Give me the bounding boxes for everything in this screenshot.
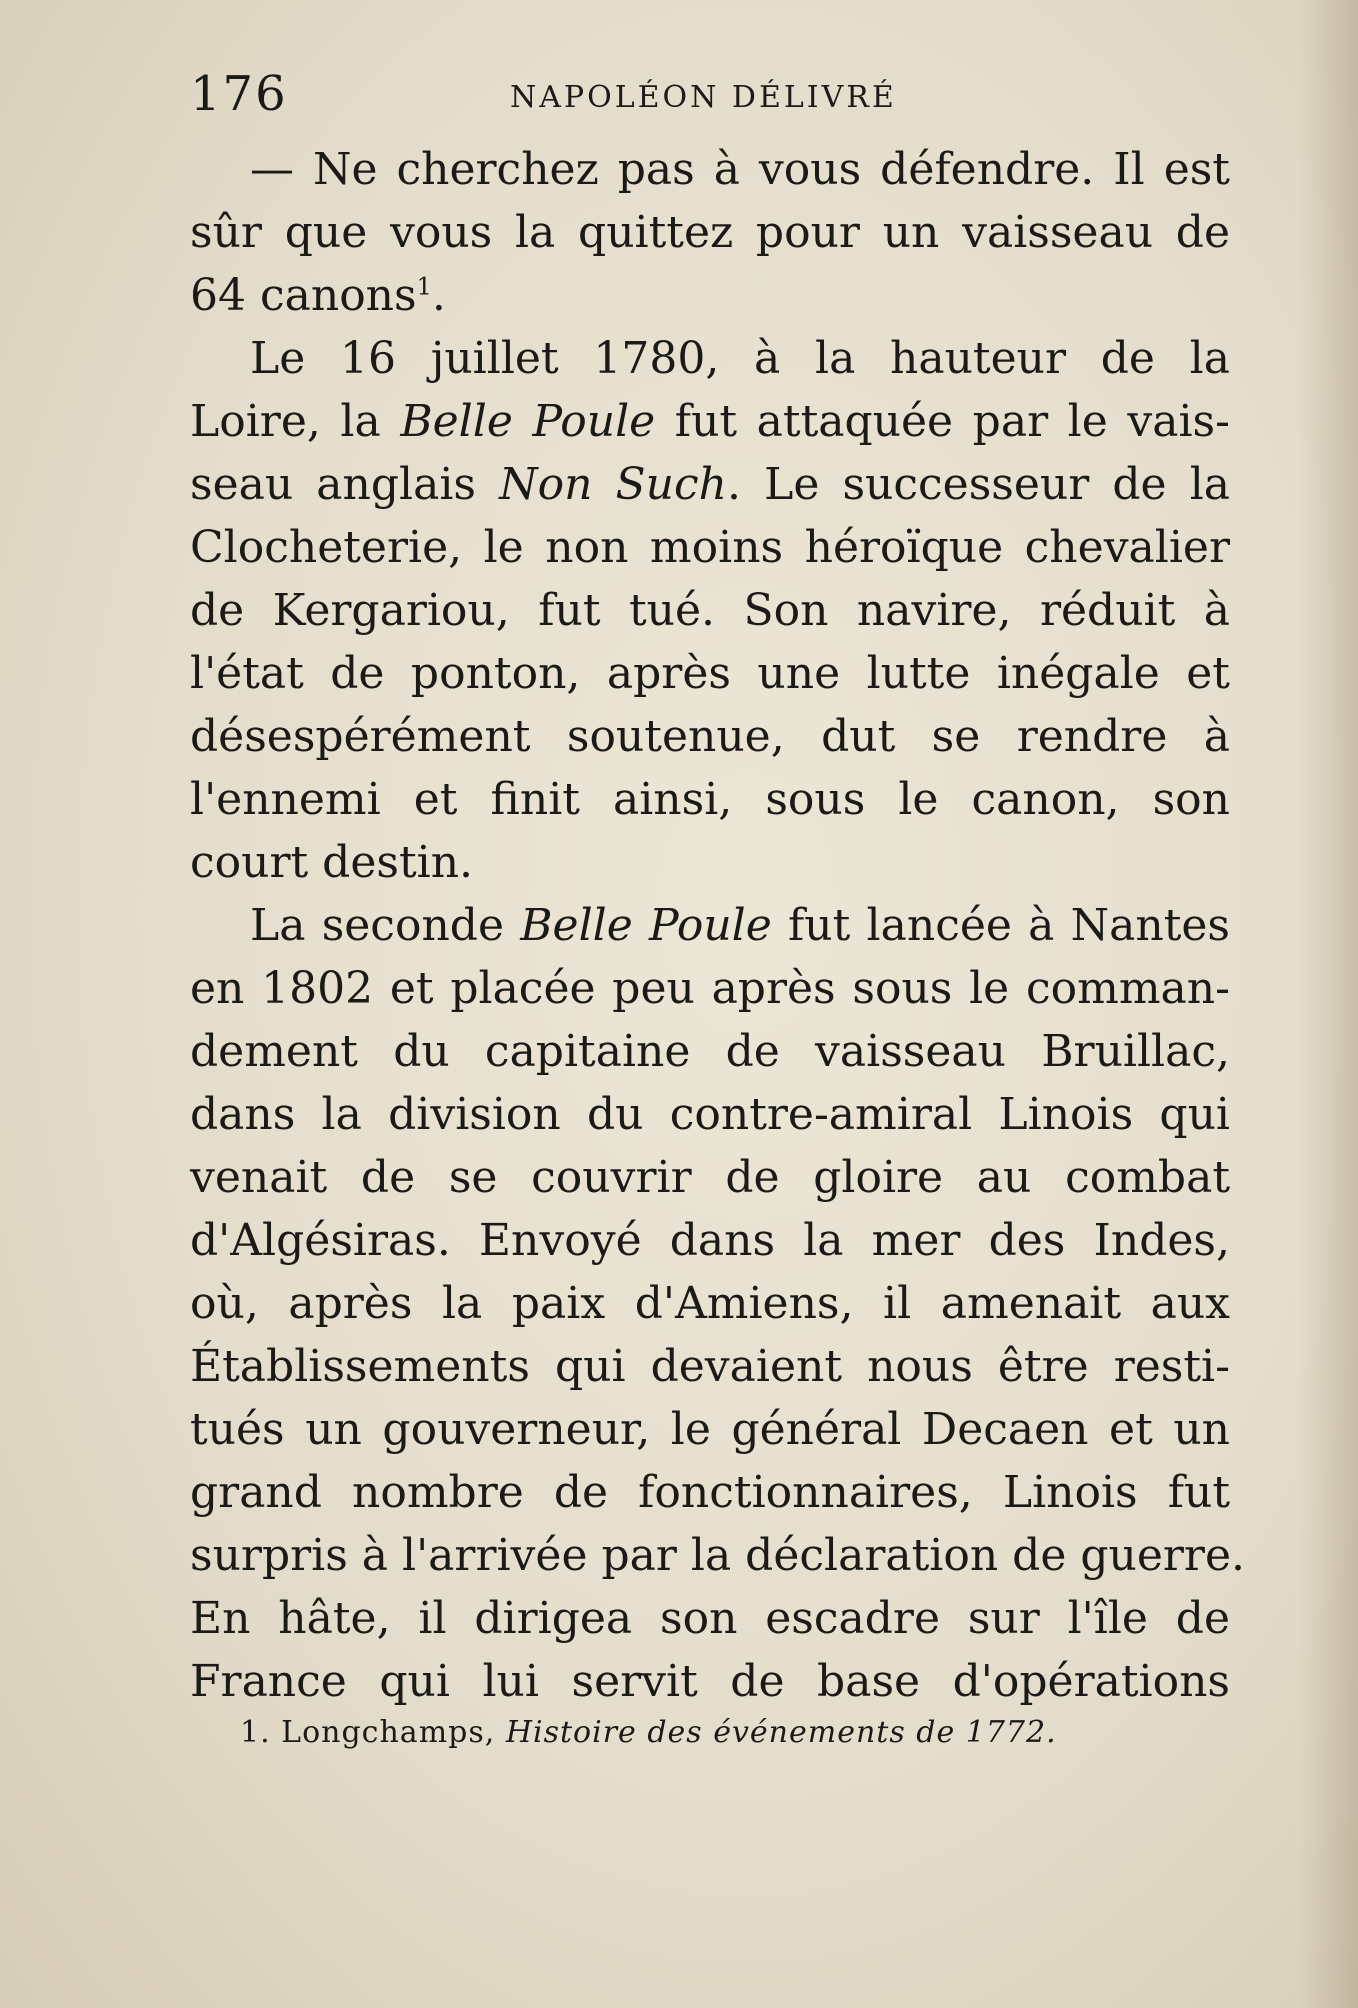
text-line: surpris à l'arrivée par la déclaration de guerre. (190, 1530, 1245, 1581)
text-line: Clocheterie, le non moins héroïque chevalier (190, 522, 1230, 573)
ship-name: Belle Poule (400, 396, 656, 447)
text-line: grand nombre de fonctionnaires, Linois fut (190, 1467, 1230, 1518)
text-line: l'état de ponton, après une lutte inégale et (190, 648, 1230, 699)
page-header (190, 66, 1230, 126)
ship-name: Non Such (499, 459, 728, 510)
running-title: NAPOLÉON DÉLIVRÉ (510, 80, 897, 115)
text-line: — Ne cherchez pas à vous défendre. Il est (250, 144, 1230, 195)
text-line: en 1802 et placée peu après sous le comman- (190, 963, 1230, 1014)
text-line: Loire, la Belle Poule fut attaquée par le vais- (190, 396, 1230, 447)
text-line: dans la division du contre-amiral Linois qui (190, 1089, 1230, 1140)
footnote-author: Longchamps, (281, 1715, 496, 1750)
text-line: France qui lui servit de base d'opérations (190, 1656, 1230, 1707)
text-line: Établissements qui devaient nous être resti- (190, 1341, 1230, 1392)
footnote-marker: 1 (416, 272, 432, 301)
body-text (190, 138, 1245, 1713)
text-line: 64 canons$^1$. (190, 270, 446, 321)
footnote-number: 1. (240, 1715, 271, 1750)
footnote (240, 1715, 1140, 1750)
text-line: où, après la paix d'Amiens, il amenait aux (190, 1278, 1230, 1329)
text-line: de Kergariou, fut tué. Son navire, réduit à (190, 585, 1230, 636)
text-line: d'Algésiras. Envoyé dans la mer des Indes, (190, 1215, 1230, 1266)
text-line: l'ennemi et finit ainsi, sous le canon, son (190, 774, 1230, 825)
text-line: Le 16 juillet 1780, à la hauteur de la (250, 333, 1230, 384)
text-line: désespérément soutenue, dut se rendre à (190, 711, 1230, 762)
text-line: court destin. (190, 837, 474, 888)
text-line: En hâte, il dirigea son escadre sur l'île de (190, 1593, 1230, 1644)
text-line: venait de se couvrir de gloire au combat (190, 1152, 1230, 1203)
footnote-title: Histoire des événements de 1772. (505, 1715, 1057, 1750)
text-line: tués un gouverneur, le général Decaen et un (190, 1404, 1230, 1455)
page-gutter-shadow (1298, 0, 1358, 2008)
page-number: 176 (190, 66, 288, 122)
text-line: seau anglais Non Such. Le successeur de la (190, 459, 1231, 510)
text-line: sûr que vous la quittez pour un vaisseau de (190, 207, 1230, 258)
ship-name: Belle Poule (520, 900, 772, 951)
text-line: dement du capitaine de vaisseau Bruillac, (190, 1026, 1230, 1077)
text-line: La seconde Belle Poule fut lancée à Nantes (250, 900, 1230, 951)
